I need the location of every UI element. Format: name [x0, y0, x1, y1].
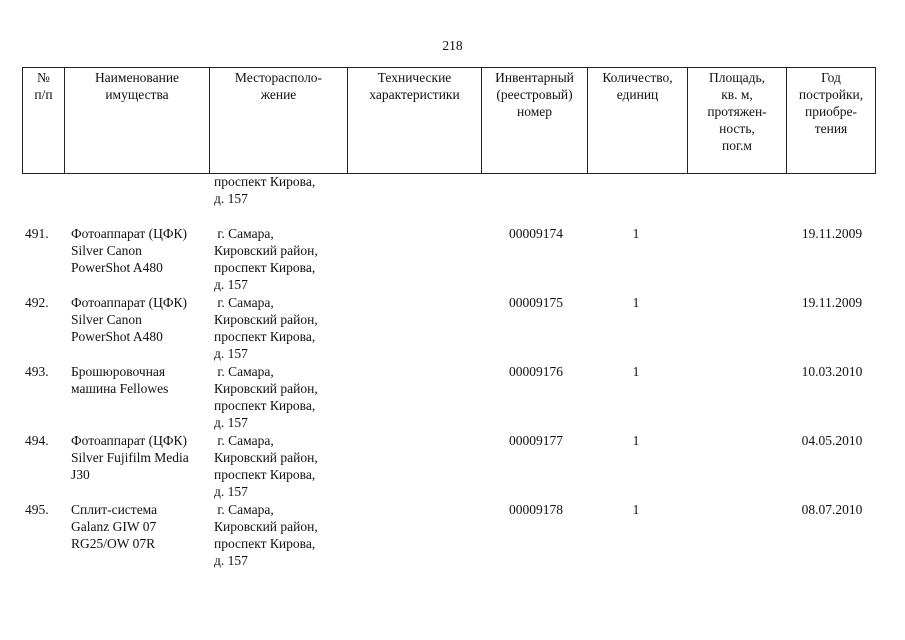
name-line: Silver Canon — [71, 243, 142, 258]
acquisition-date: 19.11.2009 — [801, 226, 863, 241]
quantity: 1 — [632, 502, 640, 517]
name-line: PowerShot A480 — [71, 329, 163, 344]
row-number: 491. — [25, 226, 49, 241]
location-line: Кировский район, — [214, 381, 318, 396]
location-line: г. Самара, — [214, 433, 274, 448]
inventory-number: 00009174 — [509, 226, 563, 241]
item-location — [214, 363, 318, 431]
row-number: 494. — [25, 433, 49, 448]
header-year: Год постройки, приобре- тения — [787, 68, 876, 174]
table-row — [0, 501, 905, 570]
name-line: RG25/OW 07R — [71, 536, 156, 551]
inventory-number: 00009175 — [509, 295, 563, 310]
inventory-number: 00009178 — [509, 502, 563, 517]
location-line: проспект Кирова, — [214, 260, 316, 275]
acquisition-date: 19.11.2009 — [801, 295, 863, 310]
table-row — [0, 363, 905, 432]
location-line: проспект Кирова, — [214, 398, 316, 413]
table-header — [22, 67, 876, 174]
name-line: Брошюровочная — [71, 364, 166, 379]
table-row — [0, 294, 905, 363]
header-area: Площадь, кв. м, протяжен- ность, пог.м — [688, 68, 787, 174]
acquisition-date: 04.05.2010 — [801, 433, 863, 448]
quantity: 1 — [632, 295, 640, 310]
continued-location — [214, 173, 347, 207]
page-number: 218 — [442, 38, 463, 53]
location-line: проспект Кирова, — [214, 174, 316, 189]
name-line: Фотоаппарат (ЦФК) — [71, 226, 188, 241]
item-name — [71, 294, 187, 345]
header-location: Месторасполо- жение — [210, 68, 348, 174]
location-line: проспект Кирова, — [214, 467, 316, 482]
inventory-number: 00009176 — [509, 364, 563, 379]
name-line: Galanz GIW 07 — [71, 519, 157, 534]
location-line: г. Самара, — [214, 295, 274, 310]
location-line: проспект Кирова, — [214, 329, 316, 344]
item-location — [214, 294, 318, 362]
quantity: 1 — [632, 433, 640, 448]
location-line: д. 157 — [214, 415, 248, 430]
location-line: Кировский район, — [214, 519, 318, 534]
location-line: проспект Кирова, — [214, 536, 316, 551]
table-row — [0, 432, 905, 501]
header-name: Наименование имущества — [65, 68, 210, 174]
row-number: 492. — [25, 295, 49, 310]
inventory-number: 00009177 — [509, 433, 563, 448]
location-line: д. 157 — [214, 191, 248, 206]
item-location — [214, 501, 318, 569]
quantity: 1 — [632, 364, 640, 379]
item-name — [71, 225, 187, 276]
name-line: Фотоаппарат (ЦФК) — [71, 433, 188, 448]
location-line: г. Самара, — [214, 364, 274, 379]
item-name — [71, 432, 189, 483]
item-location — [214, 432, 318, 500]
header-specs: Технические характеристики — [348, 68, 482, 174]
header-quantity: Количество, единиц — [588, 68, 688, 174]
header-inventory: Инвентарный (реестровый) номер — [482, 68, 588, 174]
name-line: Silver Fujifilm Media — [71, 450, 189, 465]
table-row — [0, 225, 905, 294]
location-line: д. 157 — [214, 277, 248, 292]
acquisition-date: 08.07.2010 — [801, 502, 863, 517]
name-line: Silver Canon — [71, 312, 142, 327]
item-name — [71, 363, 168, 397]
name-line: машина Fellowes — [71, 381, 169, 396]
quantity: 1 — [632, 226, 640, 241]
name-line: J30 — [71, 467, 90, 482]
header-num: № п/п — [23, 68, 65, 174]
name-line: Фотоаппарат (ЦФК) — [71, 295, 188, 310]
location-line: д. 157 — [214, 484, 248, 499]
location-line: д. 157 — [214, 346, 248, 361]
item-location — [214, 225, 318, 293]
name-line: Сплит-система — [71, 502, 158, 517]
row-number: 495. — [25, 502, 49, 517]
item-name — [71, 501, 157, 552]
location-line: Кировский район, — [214, 243, 318, 258]
location-line: д. 157 — [214, 553, 248, 568]
location-line: Кировский район, — [214, 450, 318, 465]
row-number: 493. — [25, 364, 49, 379]
acquisition-date: 10.03.2010 — [801, 364, 863, 379]
name-line: PowerShot A480 — [71, 260, 163, 275]
location-line: г. Самара, — [214, 226, 274, 241]
location-line: Кировский район, — [214, 312, 318, 327]
location-line: г. Самара, — [214, 502, 274, 517]
